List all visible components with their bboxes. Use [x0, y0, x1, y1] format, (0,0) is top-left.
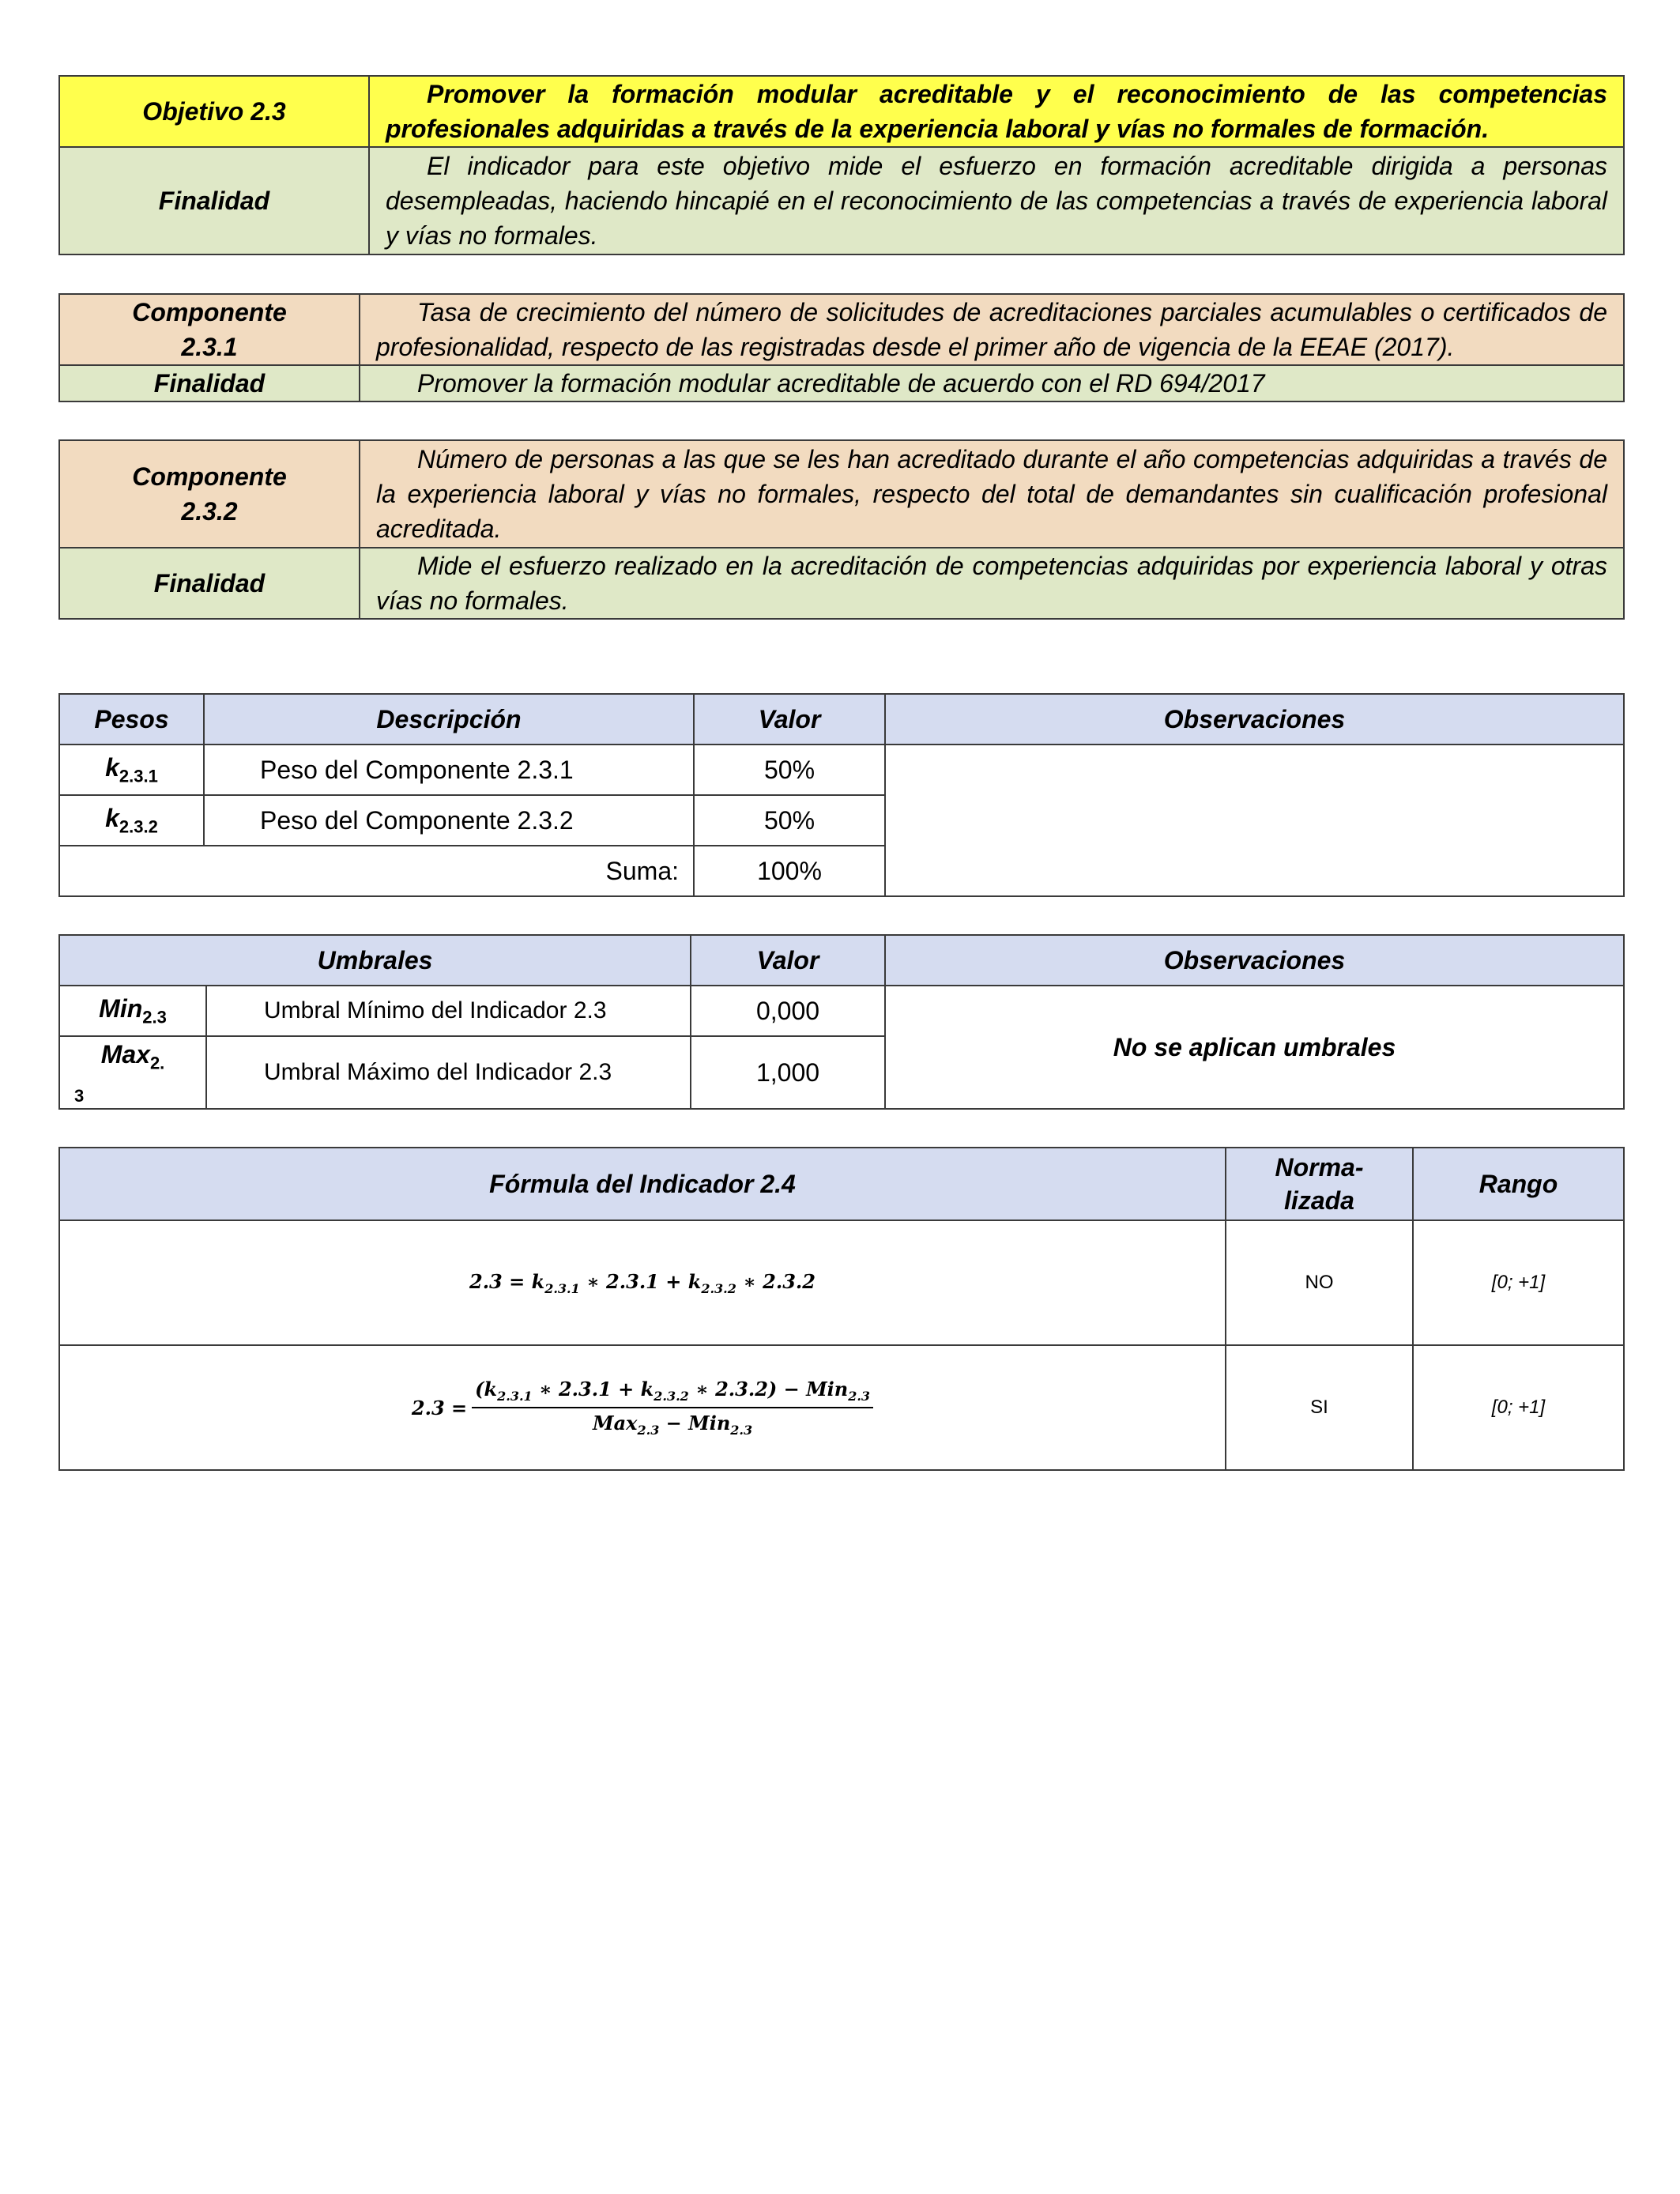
componente-232-table — [58, 439, 1625, 620]
objetivo-label: Objetivo 2.3 — [59, 76, 369, 147]
formula-normalizada: NO — [1226, 1220, 1413, 1345]
umbrales-header-valor: Valor — [691, 935, 885, 986]
formula-header: Fórmula del Indicador 2.4 — [59, 1148, 1226, 1220]
umbral-min-description: Umbral Mínimo del Indicador 2.3 — [206, 986, 691, 1036]
formula-expression: $2.3 = k_{2.3.1}$ ∗ $2.3.1 + k_{2.3.2}$ ∗ 2.3.2 — [59, 1220, 1226, 1345]
umbral-max-symbol: Max$_{2.}$ 3 — [59, 1036, 206, 1109]
umbral-row — [59, 986, 1624, 1036]
umbrales-header-observaciones: Observaciones — [885, 935, 1624, 986]
objetivo-text: Promover la formación modular acreditable y el reconocimiento de las competencias profesionales adquiridas a través de la experiencia laboral y vías no formales de formación. — [369, 76, 1624, 147]
umbrales-table — [58, 934, 1625, 1110]
componente-231-text: Tasa de crecimiento del número de solicitudes de acreditaciones parciales acumulables o certificados de profesionalidad, respecto de las registradas desde el primer año de vigencia de la EEAE (2017). — [360, 294, 1624, 365]
formula-header-normalizada: Norma- lizada — [1226, 1148, 1413, 1220]
peso-value: 50% — [694, 745, 885, 795]
formula-row — [59, 1220, 1624, 1345]
umbral-max-description: Umbral Máximo del Indicador 2.3 — [206, 1036, 691, 1109]
pesos-suma-value: 100% — [694, 846, 885, 896]
pesos-header-observaciones: Observaciones — [885, 694, 1624, 745]
pesos-row — [59, 745, 1624, 795]
componente-231-label: Componente 2.3.1 — [59, 294, 360, 365]
componente-231-finalidad-text: Promover la formación modular acreditable de acuerdo con el RD 694/2017 — [360, 365, 1624, 401]
pesos-observaciones-cell — [885, 745, 1624, 896]
componente-232-finalidad-label: Finalidad — [59, 548, 360, 619]
formula-table — [58, 1147, 1625, 1471]
formula-rango: [0; +1] — [1413, 1345, 1624, 1470]
formula-rango: [0; +1] — [1413, 1220, 1624, 1345]
objetivo-table — [58, 75, 1625, 255]
formula-normalizada: SI — [1226, 1345, 1413, 1470]
pesos-suma-label: Suma: — [59, 846, 694, 896]
pesos-header-valor: Valor — [694, 694, 885, 745]
componente-232-finalidad-text: Mide el esfuerzo realizado en la acreditación de competencias adquiridas por experiencia laboral y otras vías no formales. — [360, 548, 1624, 619]
pesos-header-descripcion: Descripción — [204, 694, 694, 745]
pesos-header-pesos: Pesos — [59, 694, 204, 745]
objetivo-finalidad-text: El indicador para este objetivo mide el esfuerzo en formación acreditable dirigida a personas desempleadas, haciendo hincapié en el reconocimiento de las competencias a través de experiencia laboral y vías no formales. — [369, 147, 1624, 254]
peso-description: Peso del Componente 2.3.1 — [204, 745, 694, 795]
umbral-min-symbol: Min$_{2.3}$ — [59, 986, 206, 1036]
peso-symbol: $k_{2.3.1}$ — [59, 745, 204, 795]
umbrales-observacion: No se aplican umbrales — [885, 986, 1624, 1109]
componente-231-table — [58, 293, 1625, 402]
formula-header-rango: Rango — [1413, 1148, 1624, 1220]
formula-row — [59, 1345, 1624, 1470]
formula-normalized-expression: 2.3 = ($k_{2.3.1}$ ∗ $2.3.1 + k_{2.3.2}$ ∗ 2.3.2) − Min$_{2.3}$ Max$_{2.3}$ − Min$_{2.3}$ — [59, 1345, 1226, 1470]
peso-description: Peso del Componente 2.3.2 — [204, 795, 694, 846]
componente-231-finalidad-label: Finalidad — [59, 365, 360, 401]
objetivo-finalidad-label: Finalidad — [59, 147, 369, 254]
componente-232-text: Número de personas a las que se les han acreditado durante el año competencias adquiridas a través de la experiencia laboral y vías no formales, respecto del total de demandantes sin cualificación profesional acreditada. — [360, 440, 1624, 548]
umbral-min-value: 0,000 — [691, 986, 885, 1036]
pesos-table — [58, 693, 1625, 897]
peso-value: 50% — [694, 795, 885, 846]
umbrales-header: Umbrales — [59, 935, 691, 986]
componente-232-label: Componente 2.3.2 — [59, 440, 360, 548]
umbral-max-value: 1,000 — [691, 1036, 885, 1109]
peso-symbol: $k_{2.3.2}$ — [59, 795, 204, 846]
